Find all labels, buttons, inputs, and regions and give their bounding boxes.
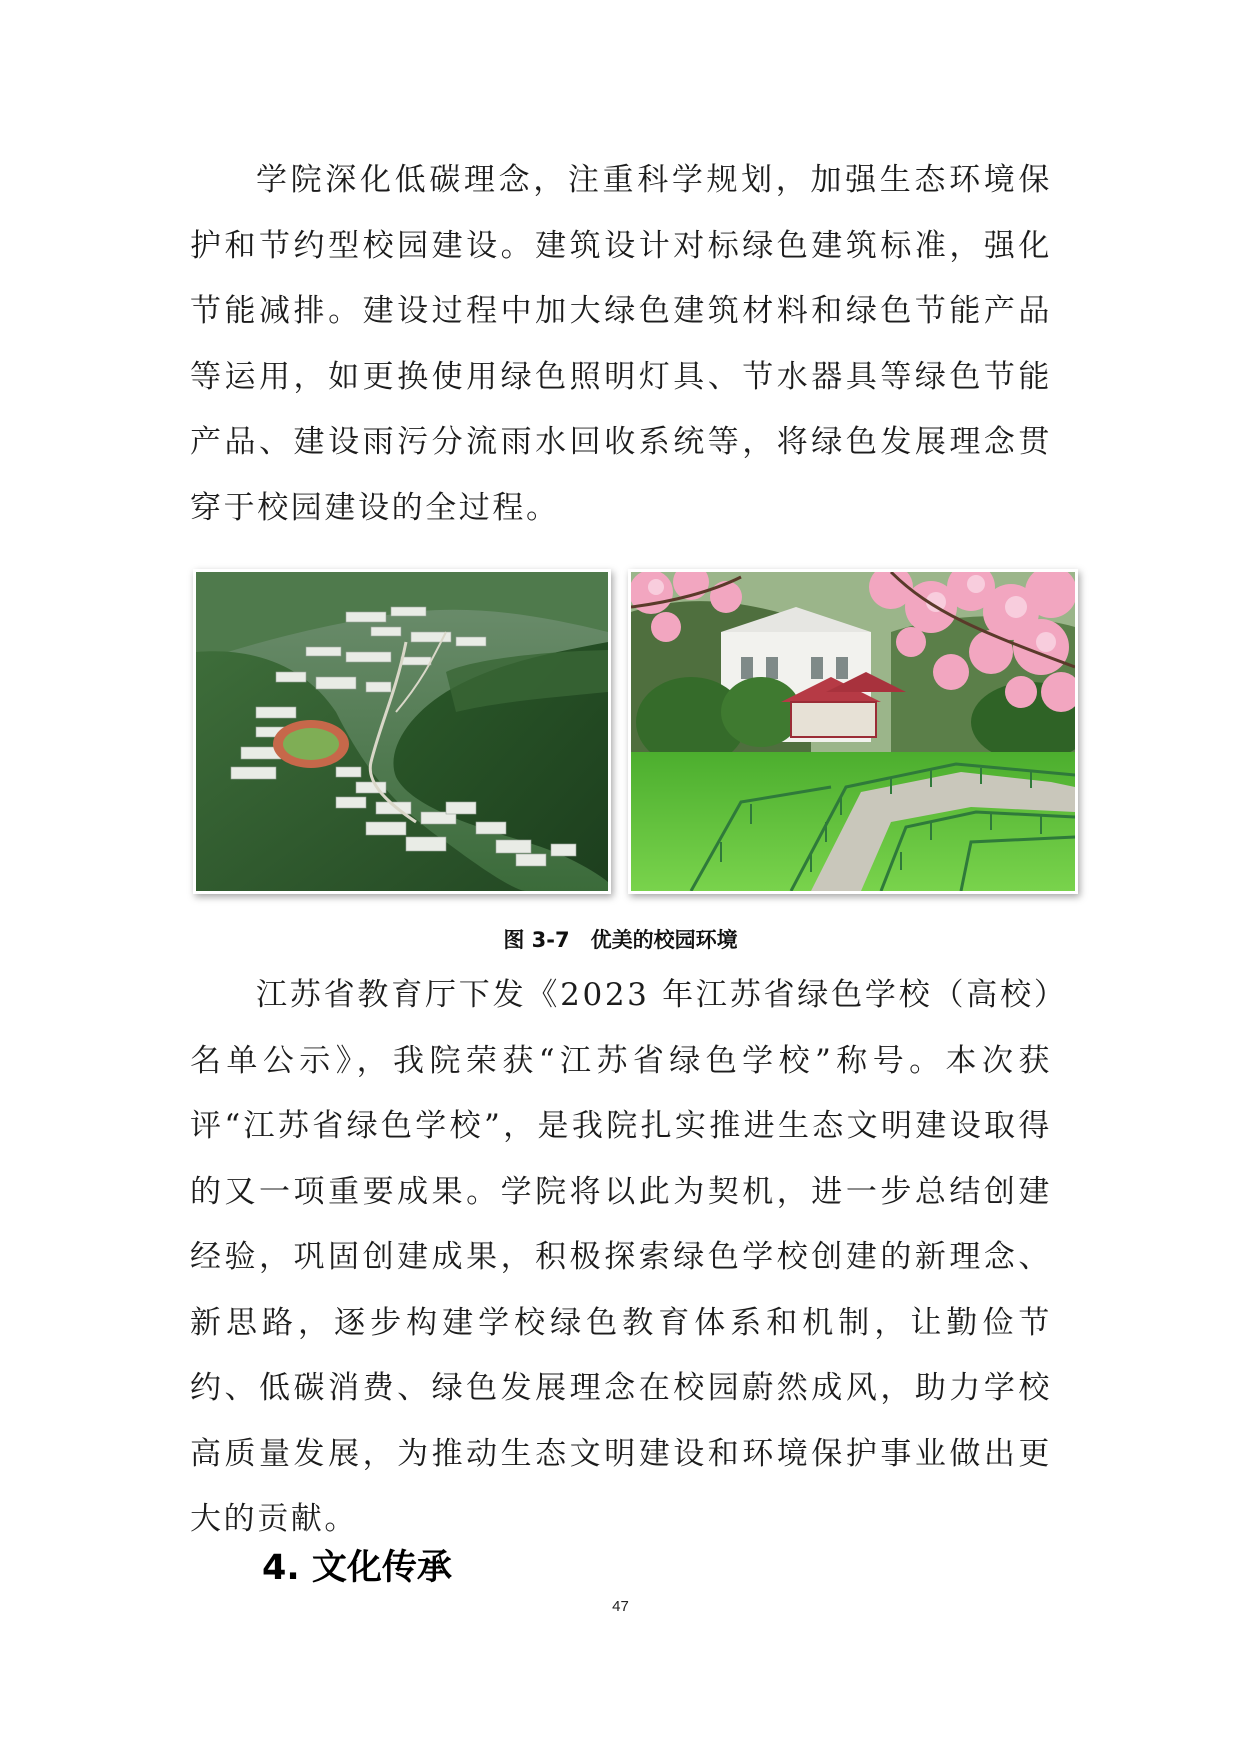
- campus-pond-photo: [631, 572, 1075, 891]
- section-heading: 4. 文化传承: [262, 1548, 452, 1588]
- body-paragraph-green-school-award: 江苏省教育厅下发《2023 年江苏省绿色学校（高校）名单公示》，我院荣获“江苏省绿色学校”称号。本次获评“江苏省绿色学校”，是我院扎实推进生态文明建设取得的又一项重要成果。学院将以此为契机，进一步总结创建经验，巩固创建成果，积极探索绿色学校创建的新理念、新思路，逐步构建学校绿色教育体系和机制，让勤俭节约、低碳消费、绿色发展理念在校园蔚然成风，助力学校高质量发展，为推动生态文明建设和环境保护事业做出更大的贡献。: [190, 977, 1052, 1537]
- campus-aerial-photo: [196, 572, 608, 891]
- page-number: 47: [612, 1598, 629, 1615]
- body-paragraph-green-campus: 学院深化低碳理念，注重科学规划，加强生态环境保护和节约型校园建设。建筑设计对标绿色建筑标准，强化节能减排。建设过程中加大绿色建筑材料和绿色节能产品等运用，如更换使用绿色照明灯具、节水器具等绿色节能产品、建设雨污分流雨水回收系统等，将绿色发展理念贯穿于校园建设的全过程。: [190, 162, 1052, 526]
- figure-caption: 图 3-7 优美的校园环境: [503, 928, 738, 952]
